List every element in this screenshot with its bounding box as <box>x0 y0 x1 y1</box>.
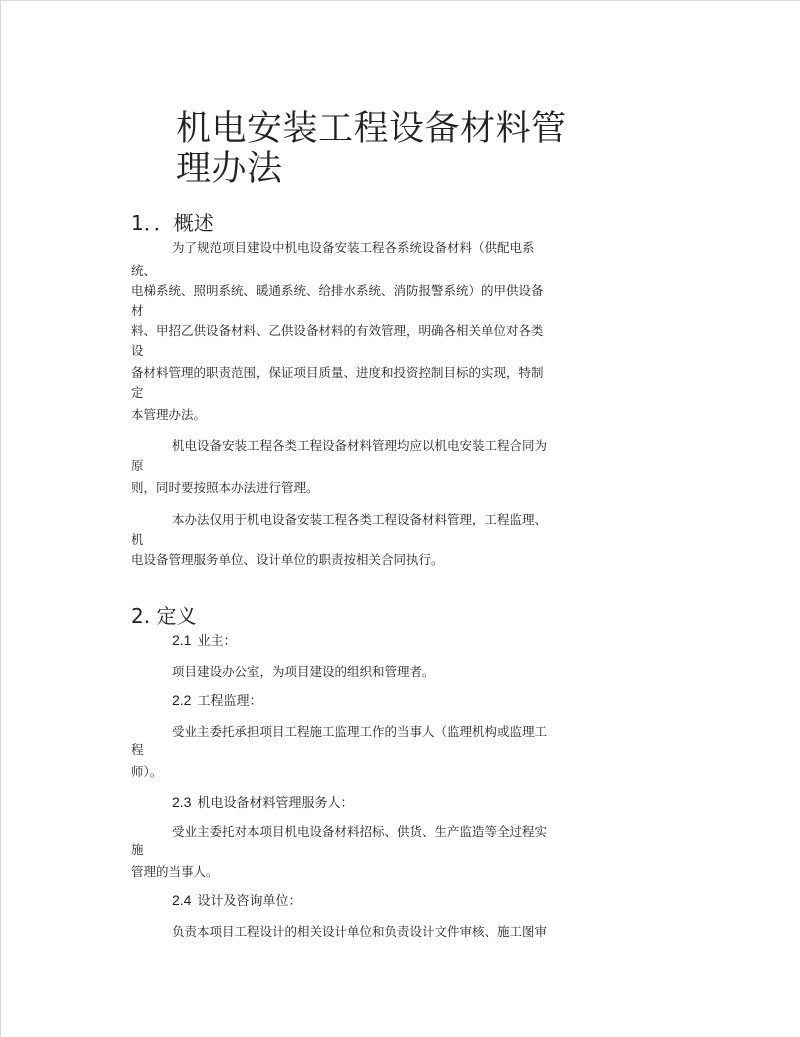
definition-term: 机电设备材料管理服务人： <box>197 796 354 811</box>
section-1-line: 电设备管理服务单位、设计单位的职责按相关合同执行。 <box>131 552 444 567</box>
definition-text-line: 程 <box>131 742 144 757</box>
definition-number: 2.2 <box>172 692 192 708</box>
section-1-line: 原 <box>131 458 144 473</box>
section-1-line: 机电设备安装工程各类工程设备材料管理均应以机电安装工程合同为 <box>172 438 548 453</box>
definition-heading <box>172 890 301 909</box>
section-1-line: 备材料管理的职责范围，保证项目质量、进度和投资控制目标的实现，特制 <box>131 365 544 380</box>
section-1-line: 机 <box>131 532 144 547</box>
section-1-heading: 1．．概述 <box>131 211 214 235</box>
section-2-heading: 2. 定义 <box>131 604 197 628</box>
definition-text-line: 项目建设办公室，为项目建设的组织和管理者。 <box>172 664 435 679</box>
section-1-line: 料、甲招乙供设备材料、乙供设备材料的有效管理，明确各相关单位对各类 <box>131 323 544 338</box>
definition-number: 2.1 <box>172 632 192 648</box>
section-1-line: 本办法仅用于机电设备安装工程各类工程设备材料管理，工程监理、 <box>172 512 548 527</box>
definition-text-line: 受业主委托承担项目工程施工监理工作的当事人（监理机构或监理工 <box>172 724 548 739</box>
section-1-line: 电梯系统、照明系统、暖通系统、给排水系统、消防报警系统）的甲供设备 <box>131 283 544 298</box>
definition-number: 2.4 <box>172 892 192 908</box>
section-1-line: 设 <box>131 343 144 358</box>
definition-text-line: 施 <box>131 842 144 857</box>
section-1-line: 为了规范项目建设中机电设备安装工程各系统设备材料（供配电系 <box>172 240 535 255</box>
section-1-line: 则，同时要按照本办法进行管理。 <box>131 480 319 495</box>
section-1-line: 本管理办法。 <box>131 407 207 422</box>
definition-term: 设计及咨询单位： <box>197 894 302 909</box>
document-title-line-2: 理办法 <box>176 149 283 189</box>
definition-text-line: 受业主委托对本项目机电设备材料招标、供货、生产监造等全过程实 <box>172 824 548 839</box>
definition-term: 业主： <box>197 634 237 649</box>
document-title-line-1: 机电安装工程设备材料管 <box>176 109 567 149</box>
definition-heading <box>172 630 236 649</box>
definition-heading <box>172 690 262 709</box>
section-1-line: 材 <box>131 303 144 318</box>
section-1-line: 统、 <box>131 263 157 278</box>
section-1-line: 定 <box>131 385 144 400</box>
definition-heading <box>172 792 353 811</box>
definition-text-line: 师）。 <box>131 764 163 779</box>
definition-text-line: 管理的当事人。 <box>131 864 219 879</box>
definition-term: 工程监理： <box>197 694 263 709</box>
definition-text-line: 负责本项目工程设计的相关设计单位和负责设计文件审核、施工图审 <box>172 924 548 939</box>
definition-number: 2.3 <box>172 794 192 810</box>
